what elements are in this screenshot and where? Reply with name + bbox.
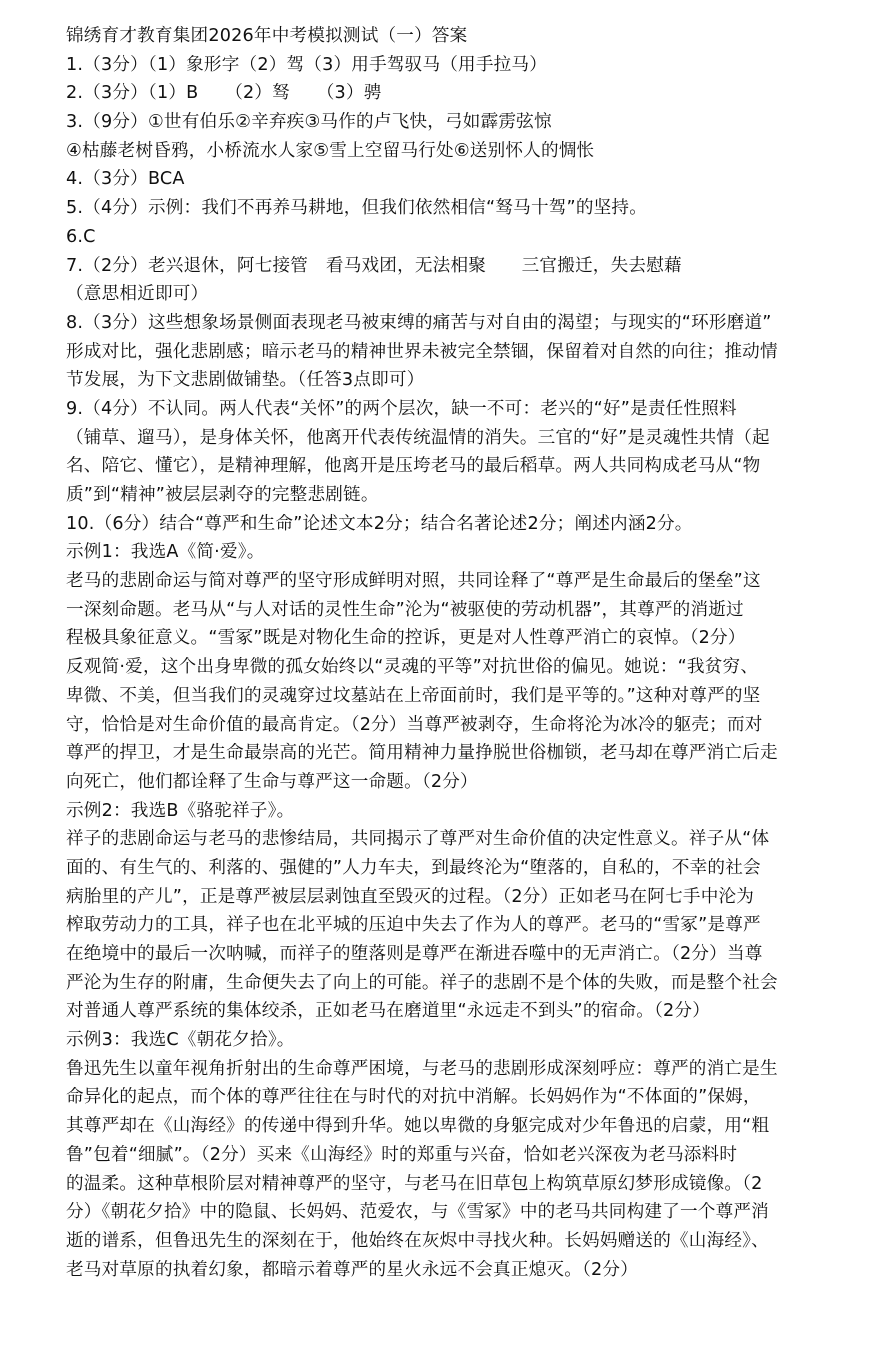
text-line: 祥子的悲剧命运与老马的悲惨结局，共同揭示了尊严对生命价值的决定性意义。祥子从“体 xyxy=(66,829,770,850)
text-line: 其尊严却在《山海经》的传递中得到升华。她以卑微的身躯完成对少年鲁迅的启蒙，用“粗 xyxy=(66,1116,770,1137)
text-line: 示例1：我选A《简·爱》。 xyxy=(66,542,265,563)
text-line: 鲁迅先生以童年视角折射出的生命尊严困境，与老马的悲剧形成深刻呼应：尊严的消亡是生 xyxy=(66,1058,778,1079)
text-line: 3.（9分）①世有伯乐②辛弃疾③马作的卢飞快，弓如霹雳弦惊 xyxy=(66,112,552,133)
text-line: 向死亡，他们都诠释了生命与尊严这一命题。（2分） xyxy=(66,771,478,792)
text-line: 命异化的起点，而个体的尊严往往在与时代的对抗中消解。长妈妈作为“不体面的”保姆， xyxy=(66,1087,761,1108)
text-line: 病胎里的产儿”，正是尊严被层层剥蚀直至毁灭的过程。（2分）正如老马在阿七手中沦为 xyxy=(66,886,755,907)
text-line: 严沦为生存的附庸，生命便失去了向上的可能。祥子的悲剧不是个体的失败，而是整个社会 xyxy=(66,972,778,993)
text-line: 8.（3分）这些想象场景侧面表现老马被束缚的痛苦与对自由的渴望；与现实的“环形磨道” xyxy=(66,312,772,333)
text-line: 分）《朝花夕拾》中的隐鼠、长妈妈、范爱农，与《雪冢》中的老马共同构建了一个尊严消 xyxy=(66,1202,769,1223)
text-line: 尊严的捍卫，才是生命最崇高的光芒。简用精神力量挣脱世俗枷锁，老马却在尊严消亡后走 xyxy=(66,743,778,764)
text-line: 对普通人尊严系统的集体绞杀，正如老马在磨道里“永远走不到头”的宿命。（2分） xyxy=(66,1001,711,1022)
text-line: 的温柔。这种草根阶层对精神尊严的坚守，与老马在旧草包上构筑草原幻梦形成镜像。（2 xyxy=(66,1173,763,1194)
text-line: 10.（6分）结合“尊严和生命”论述文本2分；结合名著论述2分；阐述内涵2分。 xyxy=(66,513,693,534)
text-line: 1.（3分）（1）象形字（2）驾（3）用手驾驭马（用手拉马） xyxy=(66,54,548,75)
text-line: 示例2：我选B《骆驼祥子》。 xyxy=(66,800,295,821)
text-line xyxy=(66,1284,875,1313)
text-line: 7.（2分）老兴退休，阿七接管 看马戏团，无法相聚 三官搬迁，失去慰藉 xyxy=(66,255,682,276)
text-line: 2.（3分）（1）B （2）驽 （3）骋 xyxy=(66,83,382,104)
text-line: （铺草、遛马），是身体关怀，他离开代表传统温情的消失。三官的“好”是灵魂性共情（起 xyxy=(66,427,770,448)
text-line: 6.C xyxy=(66,226,96,247)
text-line: 5.（4分）示例：我们不再养马耕地，但我们依然相信“驽马十驾”的坚持。 xyxy=(66,198,648,219)
text-line: 9.（4分）不认同。两人代表“关怀”的两个层次，缺一不可：老兴的“好”是责任性照料 xyxy=(66,398,737,419)
text-line: 节发展，为下文悲剧做铺垫。（任答3点即可） xyxy=(66,370,425,391)
text-line: 面的、有生气的、利落的、强健的”人力车夫，到最终沦为“堕落的，自私的，不幸的社会 xyxy=(66,857,761,878)
text-line: 老马对草原的执着幻象，都暗示着尊严的星火永远不会真正熄灭。（2分） xyxy=(66,1259,638,1280)
text-line: 程极具象征意义。“雪冢”既是对物化生命的控诉，更是对人性尊严消亡的哀悼。（2分） xyxy=(66,628,746,649)
text-line: 示例3：我选C《朝花夕拾》。 xyxy=(66,1030,295,1051)
text-line: 守，恰恰是对生命价值的最高肯定。（2分）当尊严被剥夺，生命将沦为冰冷的躯壳；而对 xyxy=(66,714,763,735)
text-line: ④枯藤老树昏鸦，小桥流水人家⑤雪上空留马行处⑥送别怀人的惆怅 xyxy=(66,140,595,161)
text-line: 鲁”包着“细腻”。（2分）买来《山海经》时的郑重与兴奋，恰如老兴深夜为老马添料时 xyxy=(66,1144,738,1165)
text-line: 质”到“精神”被层层剥夺的完整悲剧链。 xyxy=(66,485,379,505)
text-line: 榨取劳动力的工具，祥子也在北平城的压迫中失去了作为人的尊严。老马的“雪冢”是尊严 xyxy=(66,915,761,936)
text-line: 卑微、不美，但当我们的灵魂穿过坟墓站在上帝面前时，我们是平等的。”这种对尊严的坚 xyxy=(66,685,761,706)
document-title: 锦绣育才教育集团2026年中考模拟测试（一）答案 xyxy=(66,26,468,46)
text-line: 在绝境中的最后一次呐喊，而祥子的堕落则是尊严在渐进吞噬中的无声消亡。（2分）当尊 xyxy=(66,944,763,964)
text-line: 逝的谱系，但鲁迅先生的深刻在于，他始终在灰烬中寻找火种。长妈妈赠送的《山海经》、 xyxy=(66,1230,769,1251)
text-line: 名、陪它、懂它），是精神理解，他离开是压垮老马的最后稻草。两人共同构成老马从“物 xyxy=(66,456,761,477)
text-line: （意思相近即可） xyxy=(66,284,209,305)
text-line: 一深刻命题。老马从“与人对话的灵性生命”沦为“被驱使的劳动机器”，其尊严的消逝过 xyxy=(66,599,744,620)
text-line: 老马的悲剧命运与简对尊严的坚守形成鲜明对照，共同诠释了“尊严是生命最后的堡垒”这 xyxy=(66,571,761,592)
text-line: 反观简·爱，这个出身卑微的孤女始终以“灵魂的平等”对抗世俗的偏见。她说：“我贫穷、 xyxy=(66,657,759,678)
text-line: 4.（3分）BCA xyxy=(66,169,185,190)
text-line: 形成对比，强化悲剧感；暗示老马的精神世界未被完全禁锢，保留着对自然的向往；推动情 xyxy=(66,341,778,362)
